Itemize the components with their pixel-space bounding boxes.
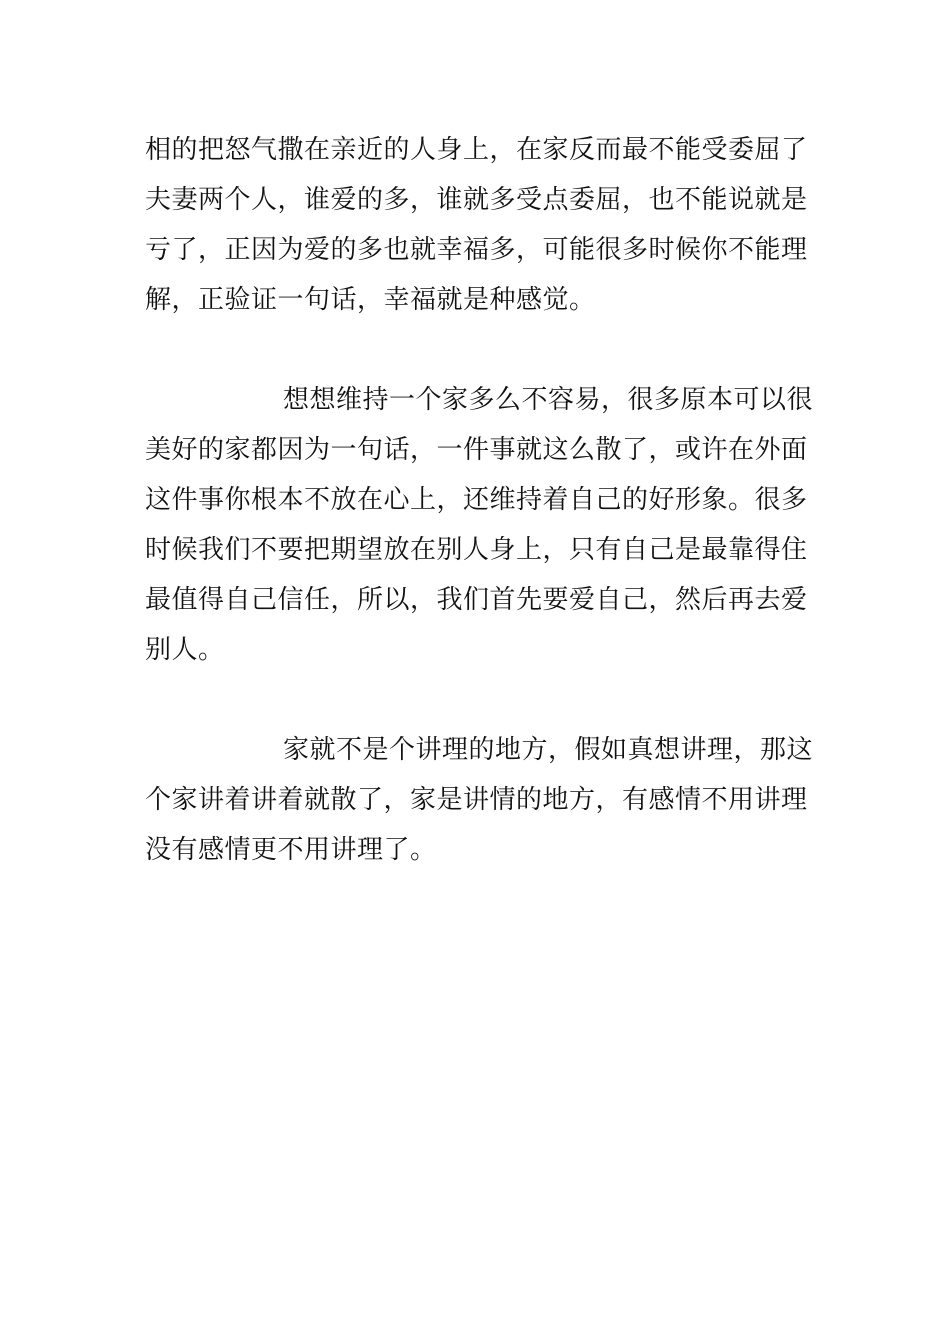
- text-line: 美好的家都因为一句话，一件事就这么散了，或许在外面: [145, 435, 808, 465]
- text-line: 别人。: [145, 635, 225, 665]
- text-line: 解，正验证一句话，幸福就是种感觉。: [145, 285, 596, 315]
- text-line: 夫妻两个人，谁爱的多，谁就多受点委屈，也不能说就是: [145, 185, 808, 215]
- text-line: 想想维持一个家多么不容易，很多原本可以很: [283, 385, 814, 415]
- text-line: 家就不是个讲理的地方，假如真想讲理，那这: [283, 735, 814, 765]
- text-line: 最值得自己信任，所以，我们首先要爱自己，然后再去爱: [145, 585, 808, 615]
- text-line: 亏了，正因为爱的多也就幸福多，可能很多时候你不能理: [145, 235, 808, 265]
- text-line: 没有感情更不用讲理了。: [145, 835, 437, 865]
- text-line: 这件事你根本不放在心上，还维持着自己的好形象。很多: [145, 485, 808, 515]
- text-line: 个家讲着讲着就散了，家是讲情的地方，有感情不用讲理: [145, 785, 808, 815]
- text-line: 时候我们不要把期望放在别人身上，只有自己是最靠得住: [145, 535, 808, 565]
- text-line: 相的把怒气撒在亲近的人身上，在家反而最不能受委屈了: [145, 135, 808, 165]
